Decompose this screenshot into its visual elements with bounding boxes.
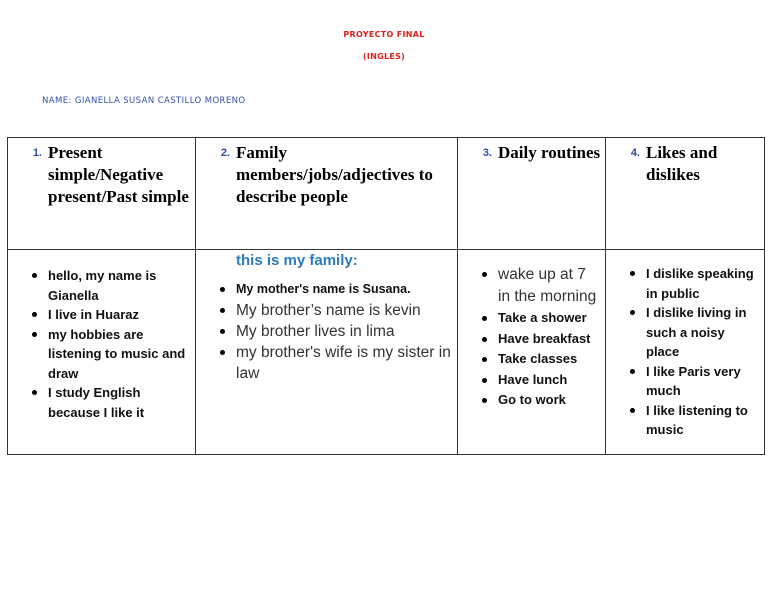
list-item: my hobbies are listening to music and draw <box>48 325 187 384</box>
content-cell-3 <box>458 250 606 455</box>
list-item: Take a shower <box>498 308 599 329</box>
bullet-list <box>458 250 605 411</box>
list-item: I study English because I like it <box>48 383 187 422</box>
list-item: I dislike speaking in public <box>646 264 758 303</box>
content-cell-4 <box>606 250 765 455</box>
bullet-list <box>606 250 764 440</box>
list-item: my brother's wife is my sister in law <box>236 342 453 384</box>
header-number: 3. <box>482 147 492 159</box>
document-title: PROYECTO FINAL <box>343 30 425 39</box>
list-item: I like Paris very much <box>646 362 758 401</box>
document-subtitle: (INGLES) <box>362 52 406 61</box>
list-item: Have breakfast <box>498 329 599 350</box>
list-item: I live in Huaraz <box>48 305 187 325</box>
header-cell-1 <box>8 138 196 250</box>
header-text: Family members/jobs/adjectives to describe people <box>236 143 433 206</box>
list-item: Take classes <box>498 349 599 370</box>
content-cell-1 <box>8 250 196 455</box>
header-cell-3 <box>458 138 606 250</box>
header-text: Likes and dislikes <box>646 143 718 184</box>
header-cell-2 <box>196 138 458 250</box>
header-number: 2. <box>220 147 230 159</box>
student-name: NAME: GIANELLA SUSAN CASTILLO MORENO <box>42 96 246 106</box>
table-header-row <box>8 138 765 250</box>
family-subheading: this is my family: <box>236 252 358 269</box>
header-number: 4. <box>630 147 640 159</box>
header-cell-4 <box>606 138 765 250</box>
header-number: 1. <box>32 147 42 159</box>
list-item: wake up at 7 in the morning <box>498 264 599 308</box>
list-item: I dislike living in such a noisy place <box>646 303 758 362</box>
header-text: Daily routines <box>498 143 601 162</box>
list-item: Go to work <box>498 390 599 411</box>
list-item: I like listening to music <box>646 401 758 440</box>
bullet-list <box>196 271 457 384</box>
list-item: hello, my name is Gianella <box>48 266 187 305</box>
list-item: Have lunch <box>498 370 599 391</box>
header-text: Present simple/Negative present/Past simple <box>48 143 189 206</box>
topics-table <box>7 137 765 455</box>
list-item: My brother’s name is kevin <box>236 300 453 321</box>
list-item: My brother lives in lima <box>236 321 453 342</box>
list-item: My mother's name is Susana. <box>236 279 453 300</box>
content-cell-2 <box>196 250 458 455</box>
bullet-list <box>8 250 195 422</box>
table-content-row <box>8 250 765 455</box>
